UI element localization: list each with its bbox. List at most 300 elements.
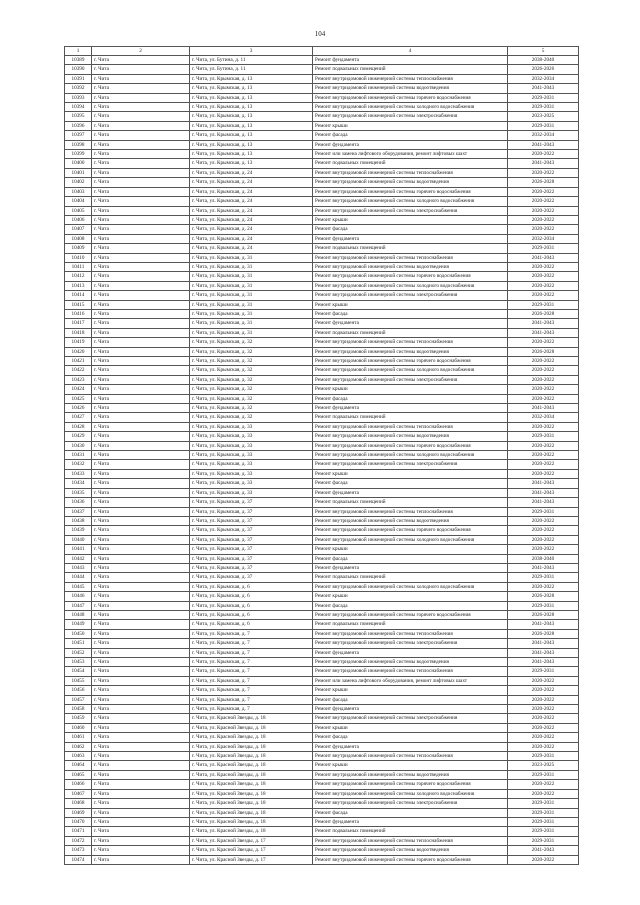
work-type-cell: Ремонт внутридомовой инженерной системы электроснабжения — [313, 799, 508, 808]
address-cell: г. Чита, ул. Крымская, д. 7 — [190, 648, 313, 657]
row-number: 10422 — [65, 366, 92, 375]
address-cell: г. Чита, ул. Крымская, д. 13 — [190, 84, 313, 93]
work-type-cell: Ремонт внутридомовой инженерной системы горячего водоснабжения — [313, 855, 508, 864]
address-cell: г. Чита, ул. Крымская, д. 7 — [190, 639, 313, 648]
table-row — [65, 93, 579, 102]
city-cell: г. Чита — [92, 686, 190, 695]
table-row — [65, 705, 579, 714]
work-type-cell: Ремонт подвальных помещений — [313, 159, 508, 168]
work-type-cell: Ремонт крыши — [313, 723, 508, 732]
city-cell: г. Чита — [92, 206, 190, 215]
address-cell: г. Чита, ул. Красной Звезды, д. 18 — [190, 733, 313, 742]
row-number: 10432 — [65, 460, 92, 469]
period-cell: 2041-2043 — [508, 620, 579, 629]
city-cell: г. Чита — [92, 253, 190, 262]
table-row — [65, 752, 579, 761]
row-number: 10433 — [65, 469, 92, 478]
work-type-cell: Ремонт внутридомовой инженерной системы водоотведения — [313, 846, 508, 855]
city-cell: г. Чита — [92, 554, 190, 563]
work-type-cell: Ремонт внутридомовой инженерной системы водоотведения — [313, 658, 508, 667]
period-cell: 2020-2022 — [508, 272, 579, 281]
table-row — [65, 516, 579, 525]
city-cell: г. Чита — [92, 714, 190, 723]
period-cell: 2029-2031 — [508, 507, 579, 516]
period-cell: 2029-2031 — [508, 601, 579, 610]
address-cell: г. Чита, ул. Крымская, д. 33 — [190, 432, 313, 441]
row-number: 10398 — [65, 140, 92, 149]
address-cell: г. Чита, ул. Красной Звезды, д. 18 — [190, 827, 313, 836]
work-type-cell: Ремонт внутридомовой инженерной системы горячего водоснабжения — [313, 272, 508, 281]
row-number: 10429 — [65, 432, 92, 441]
city-cell: г. Чита — [92, 300, 190, 309]
city-cell: г. Чита — [92, 648, 190, 657]
work-type-cell: Ремонт фундамента — [313, 488, 508, 497]
table-row — [65, 573, 579, 582]
row-number: 10474 — [65, 855, 92, 864]
address-cell: г. Чита, ул. Крымская, д. 32 — [190, 347, 313, 356]
period-cell: 2041-2043 — [508, 140, 579, 149]
period-cell: 2020-2022 — [508, 357, 579, 366]
work-type-cell: Ремонт подвальных помещений — [313, 498, 508, 507]
work-type-cell: Ремонт внутридомовой инженерной системы водоотведения — [313, 84, 508, 93]
row-number: 10389 — [65, 56, 92, 65]
table-row — [65, 733, 579, 742]
address-cell: г. Чита, ул. Крымская, д. 24 — [190, 215, 313, 224]
address-cell: г. Чита, ул. Крымская, д. 7 — [190, 676, 313, 685]
city-cell: г. Чита — [92, 65, 190, 74]
city-cell: г. Чита — [92, 347, 190, 356]
work-type-cell: Ремонт внутридомовой инженерной системы холодного водоснабжения — [313, 103, 508, 112]
row-number: 10421 — [65, 357, 92, 366]
row-number: 10473 — [65, 846, 92, 855]
table-row — [65, 291, 579, 300]
table-row — [65, 526, 579, 535]
row-number: 10425 — [65, 394, 92, 403]
period-cell: 2032-2034 — [508, 413, 579, 422]
address-cell: г. Чита, ул. Крымская, д. 6 — [190, 582, 313, 591]
row-number: 10420 — [65, 347, 92, 356]
work-type-cell: Ремонт крыши — [313, 761, 508, 770]
city-cell: г. Чита — [92, 262, 190, 271]
city-cell: г. Чита — [92, 573, 190, 582]
address-cell: г. Чита, ул. Крымская, д. 32 — [190, 404, 313, 413]
address-cell: г. Чита, ул. Крымская, д. 37 — [190, 498, 313, 507]
row-number: 10456 — [65, 686, 92, 695]
row-number: 10424 — [65, 385, 92, 394]
address-cell: г. Чита, ул. Крымская, д. 13 — [190, 159, 313, 168]
work-type-cell: Ремонт внутридомовой инженерной системы холодного водоснабжения — [313, 197, 508, 206]
period-cell: 2020-2022 — [508, 451, 579, 460]
table-row — [65, 846, 579, 855]
address-cell: г. Чита, ул. Крымская, д. 33 — [190, 460, 313, 469]
work-type-cell: Ремонт внутридомовой инженерной системы горячего водоснабжения — [313, 441, 508, 450]
period-cell: 2020-2022 — [508, 375, 579, 384]
table-row — [65, 328, 579, 337]
work-type-cell: Ремонт крыши — [313, 215, 508, 224]
table-row — [65, 56, 579, 65]
period-cell: 2041-2043 — [508, 479, 579, 488]
table-row — [65, 479, 579, 488]
table-row — [65, 451, 579, 460]
period-cell: 2029-2031 — [508, 808, 579, 817]
row-number: 10440 — [65, 535, 92, 544]
city-cell: г. Чита — [92, 159, 190, 168]
row-number: 10426 — [65, 404, 92, 413]
work-type-cell: Ремонт внутридомовой инженерной системы теплоснабжения — [313, 752, 508, 761]
address-cell: г. Чита, ул. Крымская, д. 32 — [190, 366, 313, 375]
period-cell: 2020-2022 — [508, 291, 579, 300]
work-type-cell: Ремонт внутридомовой инженерной системы холодного водоснабжения — [313, 451, 508, 460]
address-cell: г. Чита, ул. Крымская, д. 24 — [190, 187, 313, 196]
table-row — [65, 620, 579, 629]
table-row — [65, 582, 579, 591]
city-cell: г. Чита — [92, 676, 190, 685]
address-cell: г. Чита, ул. Крымская, д. 37 — [190, 563, 313, 572]
period-cell: 2020-2022 — [508, 460, 579, 469]
work-type-cell: Ремонт внутридомовой инженерной системы холодного водоснабжения — [313, 366, 508, 375]
work-type-cell: Ремонт фундамента — [313, 319, 508, 328]
table-row — [65, 498, 579, 507]
table-row — [65, 357, 579, 366]
address-cell: г. Чита, ул. Крымская, д. 24 — [190, 197, 313, 206]
row-number: 10431 — [65, 451, 92, 460]
table-row — [65, 827, 579, 836]
row-number: 10459 — [65, 714, 92, 723]
work-type-cell: Ремонт фундамента — [313, 234, 508, 243]
address-cell: г. Чита, ул. Крымская, д. 13 — [190, 74, 313, 83]
address-cell: г. Чита, ул. Крымская, д. 31 — [190, 328, 313, 337]
period-cell: 2020-2022 — [508, 733, 579, 742]
city-cell: г. Чита — [92, 723, 190, 732]
row-number: 10403 — [65, 187, 92, 196]
table-row — [65, 187, 579, 196]
row-number: 10442 — [65, 554, 92, 563]
city-cell: г. Чита — [92, 526, 190, 535]
work-type-cell: Ремонт крыши — [313, 545, 508, 554]
row-number: 10461 — [65, 733, 92, 742]
work-type-cell: Ремонт подвальных помещений — [313, 413, 508, 422]
period-cell: 2020-2022 — [508, 187, 579, 196]
work-type-cell: Ремонт крыши — [313, 592, 508, 601]
city-cell: г. Чита — [92, 394, 190, 403]
work-type-cell: Ремонт внутридомовой инженерной системы горячего водоснабжения — [313, 610, 508, 619]
city-cell: г. Чита — [92, 328, 190, 337]
period-cell: 2026-2028 — [508, 629, 579, 638]
table-row — [65, 592, 579, 601]
row-number: 10396 — [65, 121, 92, 130]
address-cell: г. Чита, ул. Красной Звезды, д. 17 — [190, 836, 313, 845]
city-cell: г. Чита — [92, 121, 190, 130]
row-number: 10394 — [65, 103, 92, 112]
work-type-cell: Ремонт внутридомовой инженерной системы электроснабжения — [313, 375, 508, 384]
period-cell: 2020-2022 — [508, 366, 579, 375]
city-cell: г. Чита — [92, 272, 190, 281]
row-number: 10411 — [65, 262, 92, 271]
city-cell: г. Чита — [92, 244, 190, 253]
work-type-cell: Ремонт фундамента — [313, 56, 508, 65]
table-row — [65, 469, 579, 478]
row-number: 10435 — [65, 488, 92, 497]
period-cell: 2032-2034 — [508, 234, 579, 243]
row-number: 10405 — [65, 206, 92, 215]
row-number: 10469 — [65, 808, 92, 817]
table-row — [65, 404, 579, 413]
row-number: 10416 — [65, 309, 92, 318]
period-cell: 2041-2043 — [508, 328, 579, 337]
work-type-cell: Ремонт подвальных помещений — [313, 244, 508, 253]
period-cell: 2041-2043 — [508, 639, 579, 648]
city-cell: г. Чита — [92, 836, 190, 845]
table-row — [65, 723, 579, 732]
table-row — [65, 610, 579, 619]
work-type-cell: Ремонт внутридомовой инженерной системы электроснабжения — [313, 206, 508, 215]
period-cell: 2041-2043 — [508, 498, 579, 507]
period-cell: 2041-2043 — [508, 846, 579, 855]
address-cell: г. Чита, ул. Крымская, д. 13 — [190, 121, 313, 130]
period-cell: 2020-2022 — [508, 695, 579, 704]
table-row — [65, 244, 579, 253]
row-number: 10458 — [65, 705, 92, 714]
work-type-cell: Ремонт фасада — [313, 309, 508, 318]
row-number: 10472 — [65, 836, 92, 845]
row-number: 10444 — [65, 573, 92, 582]
work-type-cell: Ремонт фасада — [313, 601, 508, 610]
address-cell: г. Чита, ул. Крымская, д. 37 — [190, 526, 313, 535]
work-type-cell: Ремонт фасада — [313, 695, 508, 704]
table-row — [65, 667, 579, 676]
table-row — [65, 658, 579, 667]
period-cell: 2026-2028 — [508, 610, 579, 619]
table-row — [65, 639, 579, 648]
period-cell: 2020-2022 — [508, 742, 579, 751]
row-number: 10455 — [65, 676, 92, 685]
table-row — [65, 742, 579, 751]
period-cell: 2020-2022 — [508, 206, 579, 215]
city-cell: г. Чита — [92, 197, 190, 206]
work-type-cell: Ремонт или замена лифтового оборудования, ремонт лифтовых шахт — [313, 676, 508, 685]
address-cell: г. Чита, ул. Красной Звезды, д. 18 — [190, 714, 313, 723]
address-cell: г. Чита, ул. Красной Звезды, д. 18 — [190, 742, 313, 751]
address-cell: г. Чита, ул. Красной Звезды, д. 18 — [190, 752, 313, 761]
city-cell: г. Чита — [92, 498, 190, 507]
city-cell: г. Чита — [92, 404, 190, 413]
row-number: 10436 — [65, 498, 92, 507]
address-cell: г. Чита, ул. Крымская, д. 32 — [190, 338, 313, 347]
address-cell: г. Чита, ул. Крымская, д. 37 — [190, 545, 313, 554]
city-cell: г. Чита — [92, 281, 190, 290]
row-number: 10446 — [65, 592, 92, 601]
work-type-cell: Ремонт внутридомовой инженерной системы электроснабжения — [313, 460, 508, 469]
address-cell: г. Чита, ул. Крымская, д. 7 — [190, 658, 313, 667]
work-type-cell: Ремонт подвальных помещений — [313, 573, 508, 582]
table-row — [65, 131, 579, 140]
period-cell: 2020-2022 — [508, 780, 579, 789]
period-cell: 2029-2031 — [508, 121, 579, 130]
table-row — [65, 799, 579, 808]
city-cell: г. Чита — [92, 451, 190, 460]
city-cell: г. Чита — [92, 479, 190, 488]
city-cell: г. Чита — [92, 516, 190, 525]
city-cell: г. Чита — [92, 667, 190, 676]
table-row — [65, 545, 579, 554]
row-number: 10471 — [65, 827, 92, 836]
period-cell: 2026-2028 — [508, 178, 579, 187]
city-cell: г. Чита — [92, 733, 190, 742]
table-row — [65, 488, 579, 497]
period-cell: 2020-2022 — [508, 714, 579, 723]
city-cell: г. Чита — [92, 234, 190, 243]
period-cell: 2026-2028 — [508, 592, 579, 601]
table-row — [65, 460, 579, 469]
city-cell: г. Чита — [92, 168, 190, 177]
work-type-cell: Ремонт внутридомовой инженерной системы теплоснабжения — [313, 667, 508, 676]
address-cell: г. Чита, ул. Крымская, д. 33 — [190, 422, 313, 431]
row-number: 10434 — [65, 479, 92, 488]
period-cell: 2029-2031 — [508, 752, 579, 761]
work-type-cell: Ремонт внутридомовой инженерной системы электроснабжения — [313, 291, 508, 300]
city-cell: г. Чита — [92, 601, 190, 610]
work-type-cell: Ремонт фасада — [313, 394, 508, 403]
table-row — [65, 103, 579, 112]
work-type-cell: Ремонт внутридомовой инженерной системы горячего водоснабжения — [313, 93, 508, 102]
work-type-cell: Ремонт внутридомовой инженерной системы теплоснабжения — [313, 507, 508, 516]
row-number: 10406 — [65, 215, 92, 224]
table-row — [65, 836, 579, 845]
city-cell: г. Чита — [92, 808, 190, 817]
work-type-cell: Ремонт внутридомовой инженерной системы электроснабжения — [313, 714, 508, 723]
table-row — [65, 150, 579, 159]
work-type-cell: Ремонт внутридомовой инженерной системы холодного водоснабжения — [313, 281, 508, 290]
table-row — [65, 761, 579, 770]
address-cell: г. Чита, ул. Крымская, д. 31 — [190, 309, 313, 318]
period-cell: 2020-2022 — [508, 338, 579, 347]
work-type-cell: Ремонт фасада — [313, 733, 508, 742]
address-cell: г. Чита, ул. Крымская, д. 7 — [190, 705, 313, 714]
city-cell: г. Чита — [92, 140, 190, 149]
city-cell: г. Чита — [92, 827, 190, 836]
page-number: 104 — [314, 30, 326, 38]
address-cell: г. Чита, ул. Красной Звезды, д. 18 — [190, 799, 313, 808]
table-row — [65, 309, 579, 318]
period-cell: 2020-2022 — [508, 225, 579, 234]
address-cell: г. Чита, ул. Крымская, д. 7 — [190, 686, 313, 695]
row-number: 10452 — [65, 648, 92, 657]
row-number: 10390 — [65, 65, 92, 74]
period-cell: 2029-2031 — [508, 799, 579, 808]
period-cell: 2029-2031 — [508, 667, 579, 676]
work-type-cell: Ремонт внутридомовой инженерной системы теплоснабжения — [313, 629, 508, 638]
table-row — [65, 159, 579, 168]
table-row — [65, 601, 579, 610]
period-cell: 2020-2022 — [508, 723, 579, 732]
city-cell: г. Чита — [92, 582, 190, 591]
period-cell: 2026-2028 — [508, 347, 579, 356]
table-row — [65, 507, 579, 516]
work-type-cell: Ремонт внутридомовой инженерной системы теплоснабжения — [313, 836, 508, 845]
period-cell: 2020-2022 — [508, 516, 579, 525]
city-cell: г. Чита — [92, 770, 190, 779]
row-number: 10462 — [65, 742, 92, 751]
period-cell: 2029-2031 — [508, 573, 579, 582]
period-cell: 2020-2022 — [508, 855, 579, 864]
address-cell: г. Чита, ул. Красной Звезды, д. 18 — [190, 770, 313, 779]
address-cell: г. Чита, ул. Крымская, д. 24 — [190, 244, 313, 253]
table-row — [65, 695, 579, 704]
row-number: 10438 — [65, 516, 92, 525]
city-cell: г. Чита — [92, 639, 190, 648]
city-cell: г. Чита — [92, 695, 190, 704]
address-cell: г. Чита, ул. Крымская, д. 6 — [190, 592, 313, 601]
city-cell: г. Чита — [92, 112, 190, 121]
work-type-cell: Ремонт фасада — [313, 131, 508, 140]
row-number: 10441 — [65, 545, 92, 554]
table-row — [65, 413, 579, 422]
address-cell: г. Чита, ул. Крымская, д. 13 — [190, 93, 313, 102]
city-cell: г. Чита — [92, 357, 190, 366]
row-number: 10415 — [65, 300, 92, 309]
table-row — [65, 563, 579, 572]
period-cell: 2032-2034 — [508, 131, 579, 140]
city-cell: г. Чита — [92, 629, 190, 638]
period-cell: 2041-2043 — [508, 253, 579, 262]
work-type-cell: Ремонт крыши — [313, 686, 508, 695]
row-number: 10404 — [65, 197, 92, 206]
work-type-cell: Ремонт внутридомовой инженерной системы водоотведения — [313, 432, 508, 441]
column-header: 5 — [508, 47, 579, 56]
work-type-cell: Ремонт внутридомовой инженерной системы теплоснабжения — [313, 422, 508, 431]
address-cell: г. Чита, ул. Крымская, д. 31 — [190, 300, 313, 309]
address-cell: г. Чита, ул. Крымская, д. 31 — [190, 319, 313, 328]
city-cell: г. Чита — [92, 460, 190, 469]
period-cell: 2041-2043 — [508, 658, 579, 667]
row-number: 10410 — [65, 253, 92, 262]
row-number: 10399 — [65, 150, 92, 159]
column-header: 2 — [92, 47, 190, 56]
address-cell: г. Чита, ул. Красной Звезды, д. 18 — [190, 817, 313, 826]
address-cell: г. Чита, ул. Крымская, д. 31 — [190, 291, 313, 300]
work-type-cell: Ремонт фундамента — [313, 705, 508, 714]
address-cell: г. Чита, ул. Крымская, д. 31 — [190, 253, 313, 262]
table-row — [65, 215, 579, 224]
address-cell: г. Чита, ул. Крымская, д. 31 — [190, 272, 313, 281]
city-cell: г. Чита — [92, 178, 190, 187]
period-cell: 2020-2022 — [508, 197, 579, 206]
period-cell: 2029-2031 — [508, 93, 579, 102]
period-cell: 2041-2043 — [508, 84, 579, 93]
work-type-cell: Ремонт внутридомовой инженерной системы горячего водоснабжения — [313, 526, 508, 535]
table-row — [65, 319, 579, 328]
city-cell: г. Чита — [92, 705, 190, 714]
address-cell: г. Чита, ул. Крымская, д. 24 — [190, 225, 313, 234]
row-number: 10423 — [65, 375, 92, 384]
row-number: 10393 — [65, 93, 92, 102]
work-type-cell: Ремонт или замена лифтового оборудования, ремонт лифтовых шахт — [313, 150, 508, 159]
city-cell: г. Чита — [92, 610, 190, 619]
city-cell: г. Чита — [92, 789, 190, 798]
city-cell: г. Чита — [92, 761, 190, 770]
city-cell: г. Чита — [92, 187, 190, 196]
city-cell: г. Чита — [92, 855, 190, 864]
address-cell: г. Чита, ул. Красной Звезды, д. 17 — [190, 855, 313, 864]
table-row — [65, 347, 579, 356]
period-cell: 2041-2043 — [508, 488, 579, 497]
address-cell: г. Чита, ул. Крымская, д. 32 — [190, 385, 313, 394]
row-number: 10409 — [65, 244, 92, 253]
city-cell: г. Чита — [92, 817, 190, 826]
period-cell: 2020-2022 — [508, 385, 579, 394]
row-number: 10392 — [65, 84, 92, 93]
table-row — [65, 554, 579, 563]
